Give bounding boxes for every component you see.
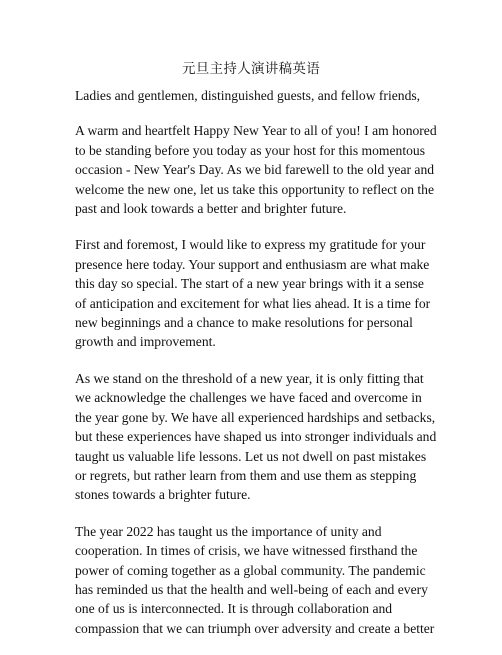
body-paragraph: The year 2022 has taught us the importance of unity and cooperation. In times of crisis, we have witnessed firsthand the power of coming together as a global community. The pandemic has reminded us that the health and well-being of each and every one of us is interconnected. It is through collaboration and compassion that we can triumph over adversity and create a better (75, 523, 435, 636)
body-paragraph: A warm and heartfelt Happy New Year to all of you! I am honored to be standing before you today as your host for this momentous occasion - New Year's Day. As we bid farewell to the old year and welcome the new one, let us take this opportunity to reflect on the past and look towards a better and brighter future. (75, 123, 437, 217)
greeting-paragraph: Ladies and gentlemen, distinguished guests, and fellow friends, (75, 88, 421, 103)
document-title: 元旦主持人演讲稿英语 (182, 61, 320, 76)
body-paragraph: As we stand on the threshold of a new year, it is only fitting that we acknowledge the challenges we have faced and overcome in the year gone by. We have all experienced hardships and setbacks, but these experiences have shaped us into stronger individuals and taught us valuable life lessons. Let us not dwell on past mistakes or regrets, but rather learn from them and use them as stepping stones towards a brighter future. (75, 370, 437, 503)
body-paragraph: First and foremost, I would like to express my gratitude for your presence here today. Your support and enthusiasm are what make this day so special. The start of a new year brings with it a sense of anticipation and excitement for what lies ahead. It is a time for new beginnings and a chance to make resolutions for personal growth and improvement. (75, 237, 431, 350)
document-body (75, 86, 437, 655)
